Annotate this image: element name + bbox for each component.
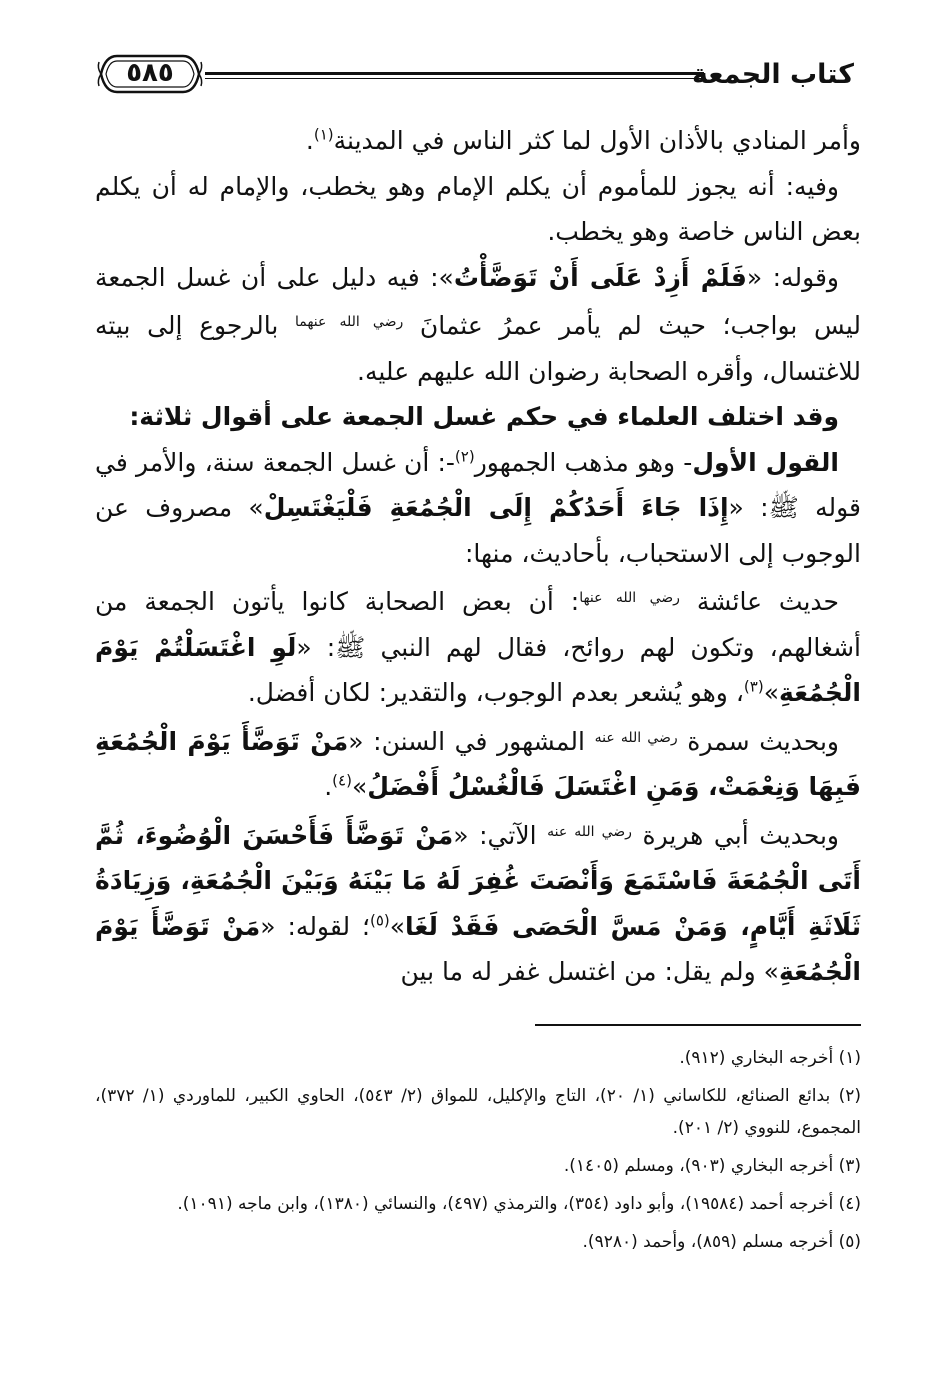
paragraph — [95, 255, 861, 395]
text-run: » ولم يقل: من اغتسل غفر له ما بين — [400, 957, 779, 986]
text-run: : « — [296, 632, 336, 662]
text-run: . — [305, 126, 314, 155]
footnote-ref: (٥) — [369, 911, 390, 930]
section-heading: وقد اختلف العلماء في حكم غسل الجمعة على أقوال ثلاثة: — [129, 402, 839, 431]
paragraph — [95, 118, 861, 164]
footnote: (١) أخرجه البخاري (٩١٢). — [679, 1048, 861, 1068]
main-text — [95, 118, 861, 995]
footnote: (٢) بدائع الصنائع، للكاساني (١/ ٢٠)، التاج والإكليل، للمواق (٢/ ٥٤٣)، الحاوي الكبير، للماوردي (١/ ٣٧٢)، المجموع، للنووي (٢/ ٢٠١). — [95, 1086, 861, 1138]
text-run: الآتي: « — [453, 820, 537, 850]
footnote-ref: (١) — [313, 125, 334, 144]
text-run: »: فيه دليل على أن غسل الجمعة ليس بواجب؛ حيث لم يأمر عمرُ عثمانَ — [95, 262, 861, 340]
footnotes — [95, 1042, 861, 1264]
text-run: وأمر المنادي بالأذان الأول لما كثر الناس في المدينة — [333, 126, 861, 155]
text-run: ، وهو يُشعر بعدم الوجوب، والتقدير: لكان أفضل. — [247, 678, 744, 707]
text-run: » — [763, 678, 779, 707]
opinion-label: القول الأول — [692, 447, 839, 477]
text-run: -: أن غسل الجمعة سنة، والأمر في قوله — [95, 447, 862, 522]
hadith-quote: إِذَا جَاءَ أَحَدُكُمْ إِلَى الْجُمُعَةِ فَلْيَغْتَسِلْ — [263, 493, 729, 522]
honorific-glyph: رضي الله عنه — [547, 823, 632, 840]
text-run: المشهور في السنن: « — [348, 726, 585, 756]
page-number-ornament — [95, 52, 205, 96]
footnote-ref: (٣) — [743, 677, 764, 696]
page-header — [95, 52, 854, 102]
hadith-quote: مَنْ تَوَضَّأَ يَوْمَ الْجُمُعَةِ فَبِهَا وَنِعْمَتْ، وَمَنِ اغْتَسَلَ فَالْغُسْلُ أَفْضَلُ — [95, 726, 861, 801]
footnote: (٥) أخرجه مسلم (٨٥٩)، وأحمد (٩٢٨٠). — [582, 1232, 861, 1252]
text-run: : أن بعض الصحابة كانوا يأتون الجمعة من أشغالهم، وتكون لهم روائح، فقال لهم النبي — [95, 587, 861, 662]
hadith-quote: مَنْ تَوَضَّأَ يَوْمَ الْجُمُعَةِ — [95, 911, 861, 986]
text-run: » — [351, 772, 368, 801]
honorific-glyph: رضي الله عنهما — [294, 314, 404, 330]
paragraph — [95, 810, 861, 995]
paragraph — [95, 440, 861, 577]
footnote: (٣) أخرجه البخاري (٩٠٣)، ومسلم (١٤٠٥). — [563, 1156, 861, 1176]
header-rule — [205, 72, 704, 75]
honorific-glyph: رضي الله عنها — [579, 590, 680, 606]
paragraph: وفيه: أنه يجوز للمأموم أن يكلم الإمام وهو يخطب، والإمام له أن يكلم بعض الناس خاصة وهو يخطب. — [95, 171, 861, 246]
page-number: ٥٨٥ — [126, 58, 174, 88]
honorific-glyph: ﷺ — [335, 632, 366, 662]
footnote-separator — [535, 1024, 861, 1026]
text-run: بالرجوع إلى بيته للاغتسال، وأقره الصحابة رضوان الله عليهم عليه. — [95, 311, 861, 386]
hadith-quote: مَنْ تَوَضَّأَ فَأَحْسَنَ الْوُضُوءَ، ثُمَّ أَتَى الْجُمُعَةَ فَاسْتَمَعَ وَأَنْصَتَ غُفِرَ لَهُ مَا بَيْنَهُ وَبَيْنَ الْجُمُعَةِ، وَزِيَادَةُ ثَلَاثَةِ أَيَّامٍ، وَمَنْ مَسَّ الْحَصَى فَقَدْ لَغَا — [95, 820, 862, 941]
text-run: وبحديث سمرة — [687, 726, 840, 756]
honorific-glyph: رضي الله عنه — [594, 729, 678, 746]
text-run: وقوله: « — [746, 262, 840, 292]
footnote: (٤) أخرجه أحمد (١٩٥٨٤)، وأبو داود (٣٥٤)، والترمذي (٤٩٧)، والنسائي (١٣٨٠)، وابن ماجه (١٠٩١). — [177, 1194, 861, 1214]
text-run: : « — [728, 493, 769, 522]
hadith-quote: فَلَمْ أَزِدْ عَلَى أَنْ تَوَضَّأْتُ — [453, 262, 747, 292]
chapter-title: كتاب الجمعة — [692, 59, 854, 90]
hadith-quote: لَوِ اغْتَسَلْتُمْ يَوْمَ الْجُمُعَةِ — [95, 632, 861, 707]
text-run: » مصروف عن الوجوب إلى الاستحباب، بأحاديث، منها: — [95, 493, 861, 568]
paragraph — [95, 576, 861, 716]
text-run: ؛ لقوله: « — [260, 911, 370, 941]
text-run: » — [389, 911, 406, 941]
footnote-ref: (٢) — [454, 447, 475, 466]
text-run: حديث عائشة — [696, 587, 840, 616]
honorific-glyph: ﷺ — [768, 493, 799, 522]
paragraph — [95, 716, 861, 810]
text-run: وبحديث أبي هريرة — [642, 820, 839, 850]
text-run: - وهو مذهب الجمهور — [474, 447, 693, 477]
text-run: . — [324, 772, 333, 801]
footnote-ref: (٤) — [332, 771, 352, 790]
